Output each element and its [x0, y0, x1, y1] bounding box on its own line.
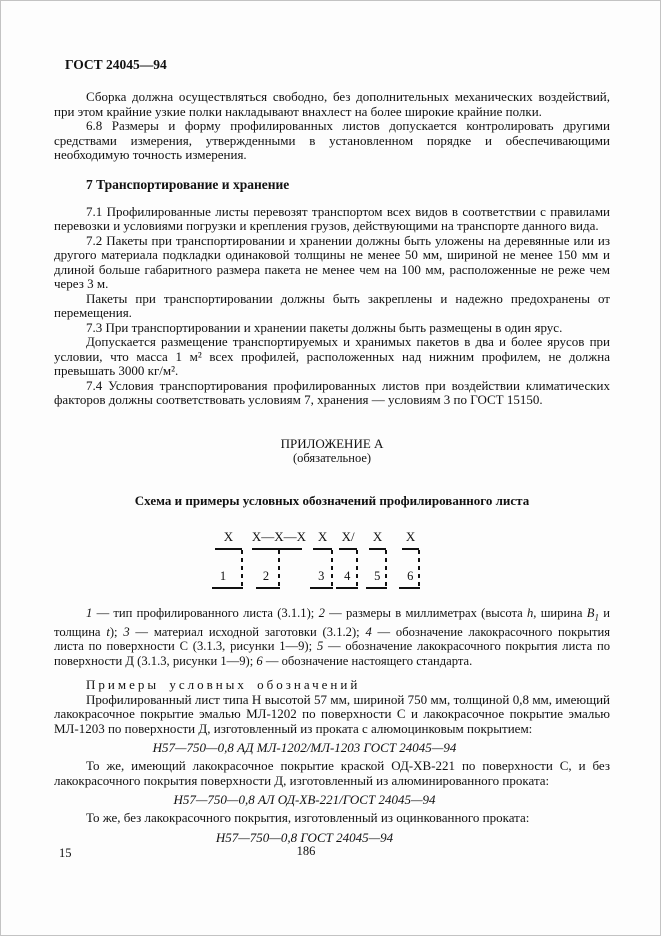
para-6-8: 6.8 Размеры и форму профилированных листов допускается контролировать другими средствами измерения, утвержденными в установленном порядке и обеспечивающими необходимую точность измерения. [54, 118, 610, 162]
scheme-label-1: Х [223, 528, 234, 544]
scheme-number-6: 6 [407, 568, 414, 583]
scheme-unit-3 [313, 529, 332, 589]
scheme-heading: Схема и примеры условных обозначений профилированного листа [134, 492, 530, 508]
page-number-left: 15 [59, 846, 72, 860]
scheme-label-3: Х [317, 528, 328, 544]
scheme-number-5: 5 [374, 568, 381, 583]
scheme-leader-box-3 [313, 548, 332, 589]
scheme-leader-box-5 [369, 548, 386, 589]
scheme-unit-5 [369, 529, 386, 589]
scheme-number-1: 1 [219, 568, 227, 583]
example-2-designation: Н57—750—0,8 АЛ ОД-ХВ-221/ГОСТ 24045—94 [173, 792, 436, 808]
para-7-3b: Допускается размещение транспортируемых и хранимых пакетов в два и более ярусов при условии, что масса 1 м² всех профилей, расположенных над нижним профилем, не должна превышать 3000 кг/м². [54, 334, 610, 378]
para-assembly: Сборка должна осуществляться свободно, без дополнительных механических воздействий, при этом крайние узкие полки накладывают внахлест на более широкие крайние полки. [54, 89, 610, 119]
appendix-subtitle: (обязательное) [292, 451, 372, 465]
designation-scheme-diagram [54, 529, 580, 589]
examples-heading: Примеры условных обозначений [86, 677, 361, 693]
example-1-text: Профилированный лист типа Н высотой 57 мм, шириной 750 мм, толщиной 0,8 мм, имеющий лакокрасочное покрытие эмалью МЛ-1202 по поверхности С и лакокрасочное покрытие эмалью МЛ-1203 по поверхности Д, изготовленный из проката с алюмоцинковым покрытием: [54, 691, 610, 736]
example-3-designation: Н57—750—0,8 ГОСТ 24045—94 [215, 829, 394, 845]
example-3-text: То же, без лакокрасочного покрытия, изготовленный из оцинкованного проката: [86, 810, 530, 826]
para-7-1: 7.1 Профилированные листы перевозят транспортом всех видов в соответствии с правилами перевозки и условиями погрузки и крепления грузов, действующими на транспорте данного вида. [54, 203, 610, 233]
scheme-number-3: 3 [318, 568, 325, 583]
scheme-leader-box-2 [252, 548, 302, 589]
para-7-3: 7.3 При транспортировании и хранении пакеты должны быть размещены в один ярус. [86, 319, 563, 335]
scheme-label-2: Х—Х—Х [251, 528, 307, 544]
scheme-label-6: Х [405, 528, 416, 544]
para-7-2b: Пакеты при транспортировании должны быть закреплены и надежно предохранены от перемещения. [54, 290, 610, 320]
scheme-leader-box-1 [215, 548, 242, 589]
scheme-legend: 1 — тип профилированного листа (3.1.1); 2 — размеры в миллиметрах (высота h, ширина $B_1$ и толщина t); 3 — материал исходной заготовки (3.1.2); 4 — обозначение лакокрасочного покрытия листа по поверхности С (3.1.3, рисунки 1—9); 5 — обозначение лакокрасочного покрытия листа по поверхности Д (3.1.3, рисунки 1—9); 6 — обозначение настоящего стандарта. [54, 605, 611, 668]
standard-number-header: ГОСТ 24045—94 [65, 57, 167, 72]
scheme-leader-box-4 [339, 548, 357, 589]
scheme-unit-6 [402, 529, 419, 589]
para-7-4: 7.4 Условия транспортирования профилированных листов при воздействии климатических факторов должны соответствовать условиям 7, хранения — условиям 3 по ГОСТ 15150. [54, 377, 610, 407]
scheme-label-5: Х [372, 528, 383, 544]
scheme-number-2: 2 [262, 568, 270, 583]
para-7-2: 7.2 Пакеты при транспортировании и хранении должны быть уложены на деревянные или из другого материала подкладки одинаковой толщины не менее 50 мм, шириной не менее 150 мм и длиной больше габаритного размера пакета не менее чем на 100 мм, расположенные не реже чем через 3 м. [54, 232, 610, 291]
scheme-leader-box-6 [402, 548, 419, 589]
appendix-title: ПРИЛОЖЕНИЕ А [280, 435, 384, 451]
example-2-text: То же, имеющий лакокрасочное покрытие краской ОД-ХВ-221 по поверхности С, и без лакокрасочного покрытия поверхности Д, изготовленный из алюминированного проката: [54, 758, 610, 788]
scheme-unit-2 [252, 529, 306, 589]
page-number-center: 186 [296, 844, 316, 858]
scheme-unit-4 [339, 529, 357, 589]
page-content [54, 1, 610, 849]
example-1-designation: Н57—750—0,8 АД МЛ-1202/МЛ-1203 ГОСТ 24045—94 [152, 740, 457, 756]
scheme-label-4: Х/ [341, 528, 355, 544]
section-7-heading: 7 Транспортирование и хранение [86, 176, 290, 192]
scheme-unit-1 [215, 529, 242, 589]
scheme-number-4: 4 [344, 568, 351, 583]
